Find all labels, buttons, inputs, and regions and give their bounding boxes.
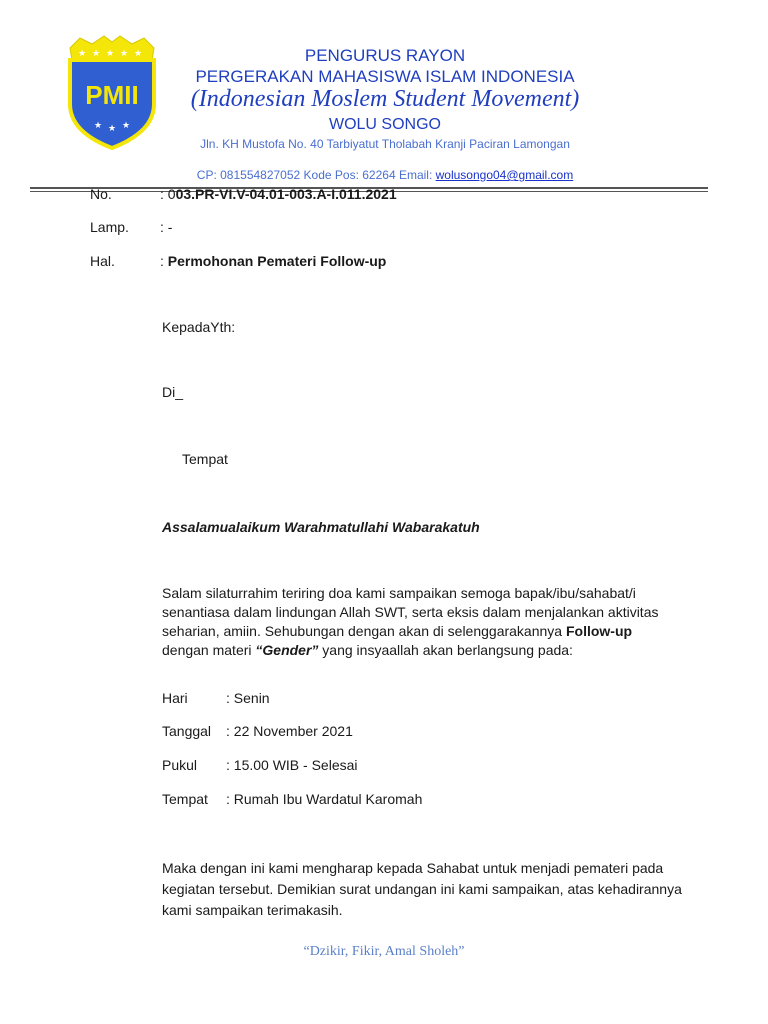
contact-text: CP: 081554827052 Kode Pos: 62264 Email:: [196, 168, 436, 182]
svg-text:★: ★: [78, 49, 87, 59]
recipient-place: Tempat: [182, 451, 228, 467]
hal-value: [160, 253, 386, 269]
detail-label-pukul: Pukul: [162, 757, 198, 773]
body-text-3: yang insyaallah akan berlangsung pada:: [318, 642, 573, 658]
body-paragraph: [162, 584, 682, 660]
subject: Permohonan Pemateri Follow-up: [167, 253, 387, 269]
greeting: Assalamualaikum Warahmatullahi Wabarakatuh: [162, 519, 480, 535]
logo-text: PMII: [85, 80, 139, 110]
email-link[interactable]: wolusongo04@gmail.com: [435, 168, 574, 182]
org-tagline: (Indonesian Moslem Student Movement): [190, 86, 580, 112]
svg-text:★: ★: [108, 124, 117, 134]
motto: “Dzikir, Fikir, Amal Sholeh”: [303, 944, 465, 959]
org-line-2: PERGERAKAN MAHASISWA ISLAM INDONESIA: [195, 67, 575, 86]
detail-value-tempat: : Rumah Ibu Wardatul Karomah: [226, 791, 423, 807]
no-value: [160, 186, 397, 202]
body-topic: “Gender”: [255, 642, 319, 658]
recipient-to: KepadaYth:: [162, 319, 236, 335]
org-contact: [170, 168, 600, 182]
svg-text:★: ★: [120, 49, 129, 59]
body-text-1: Salam silaturrahim teriring doa kami sampaikan semoga bapak/ibu/sahabat/i senantiasa dalam lindungan Allah SWT, serta eksis dalam menjalankan aktivitas seharian, amiin. Sehubungan dengan akan di selenggarakannya: [162, 585, 659, 639]
body-text-2: dengan materi: [162, 642, 256, 658]
hal-separator: :: [160, 253, 168, 269]
org-line-1: PENGURUS RAYON: [304, 46, 466, 65]
detail-label-tempat: Tempat: [162, 791, 208, 807]
no-label: No.: [90, 186, 112, 202]
org-address: Jln. KH Mustofa No. 40 Tarbiyatut Tholabah Kranji Paciran Lamongan: [200, 137, 570, 151]
detail-value-tanggal: : 22 November 2021: [226, 723, 353, 739]
letter-number: 03.PR-VI.V-04.01-003.A-I.011.2021: [175, 186, 397, 202]
recipient-di: Di_: [162, 384, 184, 400]
svg-text:★: ★: [94, 121, 103, 131]
lamp-label: Lamp.: [90, 219, 129, 235]
svg-text:★: ★: [134, 49, 143, 59]
lamp-value: : -: [160, 219, 173, 235]
body-event-name: Follow-up: [565, 623, 633, 639]
no-separator: : 0: [160, 186, 176, 202]
detail-value-pukul: : 15.00 WIB - Selesai: [226, 757, 358, 773]
pmii-logo: [64, 34, 160, 150]
detail-label-tanggal: Tanggal: [162, 723, 212, 739]
hal-label: Hal.: [90, 253, 115, 269]
svg-text:★: ★: [92, 49, 101, 59]
svg-text:★: ★: [122, 121, 131, 131]
detail-label-hari: Hari: [162, 690, 188, 706]
closing-paragraph: Maka dengan ini kami mengharap kepada Sahabat untuk menjadi pemateri pada kegiatan tersebut. Demikian surat undangan ini kami sampaikan, atas kehadirannya kami sampaikan terimakasih.: [162, 860, 682, 918]
svg-text:★: ★: [106, 49, 115, 59]
org-branch: WOLU SONGO: [328, 116, 441, 133]
detail-value-hari: : Senin: [226, 690, 270, 706]
